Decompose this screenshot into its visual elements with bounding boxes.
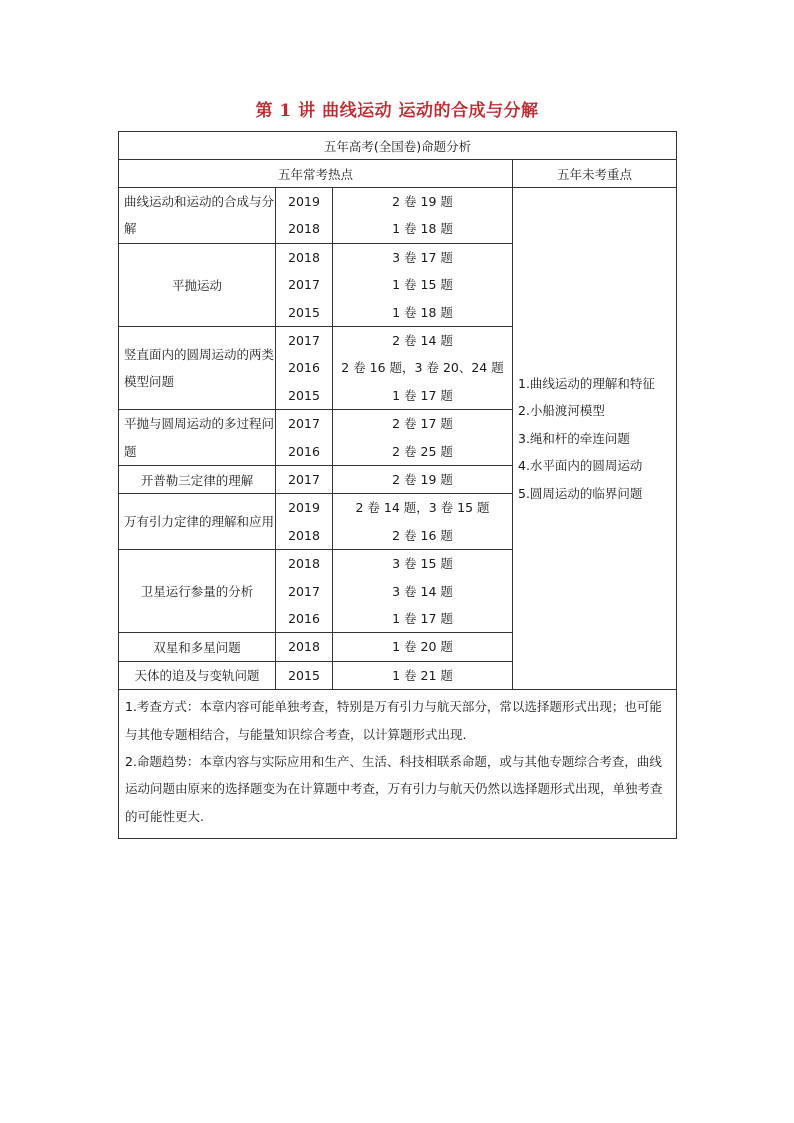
unexamined-item: 1.曲线运动的理解和特征 xyxy=(518,376,655,392)
exam-cell xyxy=(333,550,513,633)
exam-cell xyxy=(333,326,513,409)
exam-value: 2 卷 19 题 xyxy=(392,471,453,487)
year-value: 2017 xyxy=(288,332,320,348)
year-cell xyxy=(276,326,333,409)
year-cell xyxy=(276,661,333,689)
exam-value: 2 卷 25 题 xyxy=(392,443,453,459)
exam-value: 2 卷 14 题 xyxy=(392,332,453,348)
topic-cell: 天体的追及与变轨问题 xyxy=(119,661,276,689)
year-value: 2019 xyxy=(288,194,320,210)
year-value: 2018 xyxy=(288,249,320,265)
year-value: 2015 xyxy=(288,304,320,320)
exam-value: 2 卷 16 题，3 卷 20、24 题 xyxy=(341,360,504,376)
topic-cell: 双星和多星问题 xyxy=(119,633,276,661)
exam-value: 1 卷 17 题 xyxy=(392,610,453,626)
topic-cell: 万有引力定律的理解和应用 xyxy=(119,494,276,550)
year-value: 2017 xyxy=(288,471,320,487)
topic-cell: 竖直面内的圆周运动的两类模型问题 xyxy=(119,326,276,409)
exam-value: 1 卷 18 题 xyxy=(392,221,453,237)
exam-cell xyxy=(333,188,513,244)
exam-value: 1 卷 17 题 xyxy=(392,387,453,403)
year-value: 2018 xyxy=(288,221,320,237)
unexamined-item: 5.圆周运动的临界问题 xyxy=(518,485,643,501)
note-paragraph: 1.考查方式：本章内容可能单独考查，特别是万有引力与航天部分，常以选择题形式出现；也可能与其他专题相结合，与能量知识综合考查，以计算题形式出现. xyxy=(125,699,662,742)
exam-value: 2 卷 16 题 xyxy=(392,527,453,543)
exam-analysis-table xyxy=(118,131,677,839)
year-value: 2016 xyxy=(288,360,320,376)
exam-cell xyxy=(333,494,513,550)
year-cell xyxy=(276,188,333,244)
exam-value: 1 卷 20 题 xyxy=(392,639,453,655)
exam-cell xyxy=(333,243,513,326)
exam-value: 3 卷 14 题 xyxy=(392,583,453,599)
note-paragraph: 2.命题趋势：本章内容与实际应用和生产、生活、科技相联系命题，或与其他专题综合考查，曲线运动问题由原来的选择题变为在计算题中考查，万有引力与航天仍然以选择题形式出现，单独考查的可能性更大. xyxy=(125,753,663,824)
exam-cell xyxy=(333,465,513,493)
unexamined-item: 4.水平面内的圆周运动 xyxy=(518,458,643,474)
year-cell xyxy=(276,410,333,466)
year-value: 2017 xyxy=(288,583,320,599)
year-value: 2015 xyxy=(288,387,320,403)
exam-cell xyxy=(333,633,513,661)
unexamined-header: 五年未考重点 xyxy=(513,160,677,188)
year-value: 2018 xyxy=(288,639,320,655)
year-value: 2016 xyxy=(288,443,320,459)
page-title: 第 1 讲 曲线运动 运动的合成与分解 xyxy=(255,101,539,121)
exam-value: 1 卷 18 题 xyxy=(392,304,453,320)
year-value: 2018 xyxy=(288,527,320,543)
exam-value: 1 卷 15 题 xyxy=(392,277,453,293)
analysis-notes xyxy=(119,690,677,839)
unexamined-item: 3.绳和杆的牵连问题 xyxy=(518,430,630,446)
exam-value: 1 卷 21 题 xyxy=(392,667,453,683)
topic-cell: 曲线运动和运动的合成与分解 xyxy=(119,188,276,244)
year-value: 2019 xyxy=(288,500,320,516)
exam-value: 2 卷 14 题，3 卷 15 题 xyxy=(355,500,490,516)
year-value: 2017 xyxy=(288,416,320,432)
exam-cell xyxy=(333,661,513,689)
year-value: 2017 xyxy=(288,277,320,293)
year-cell xyxy=(276,633,333,661)
unexamined-item: 2.小船渡河模型 xyxy=(518,403,605,419)
exam-value: 2 卷 17 题 xyxy=(392,416,453,432)
year-cell xyxy=(276,494,333,550)
topic-cell: 平抛与圆周运动的多过程问题 xyxy=(119,410,276,466)
table-main-header: 五年高考(全国卷)命题分析 xyxy=(119,132,677,160)
hot-topics-header: 五年常考热点 xyxy=(119,160,513,188)
year-value: 2015 xyxy=(288,667,320,683)
exam-value: 3 卷 15 题 xyxy=(392,556,453,572)
year-value: 2018 xyxy=(288,556,320,572)
exam-cell xyxy=(333,410,513,466)
year-cell xyxy=(276,465,333,493)
year-value: 2016 xyxy=(288,610,320,626)
topic-cell: 平抛运动 xyxy=(119,243,276,326)
year-cell xyxy=(276,550,333,633)
exam-value: 2 卷 19 题 xyxy=(392,194,453,210)
unexamined-list xyxy=(513,188,677,690)
topic-cell: 开普勒三定律的理解 xyxy=(119,465,276,493)
exam-value: 3 卷 17 题 xyxy=(392,249,453,265)
year-cell xyxy=(276,243,333,326)
topic-cell: 卫星运行参量的分析 xyxy=(119,550,276,633)
